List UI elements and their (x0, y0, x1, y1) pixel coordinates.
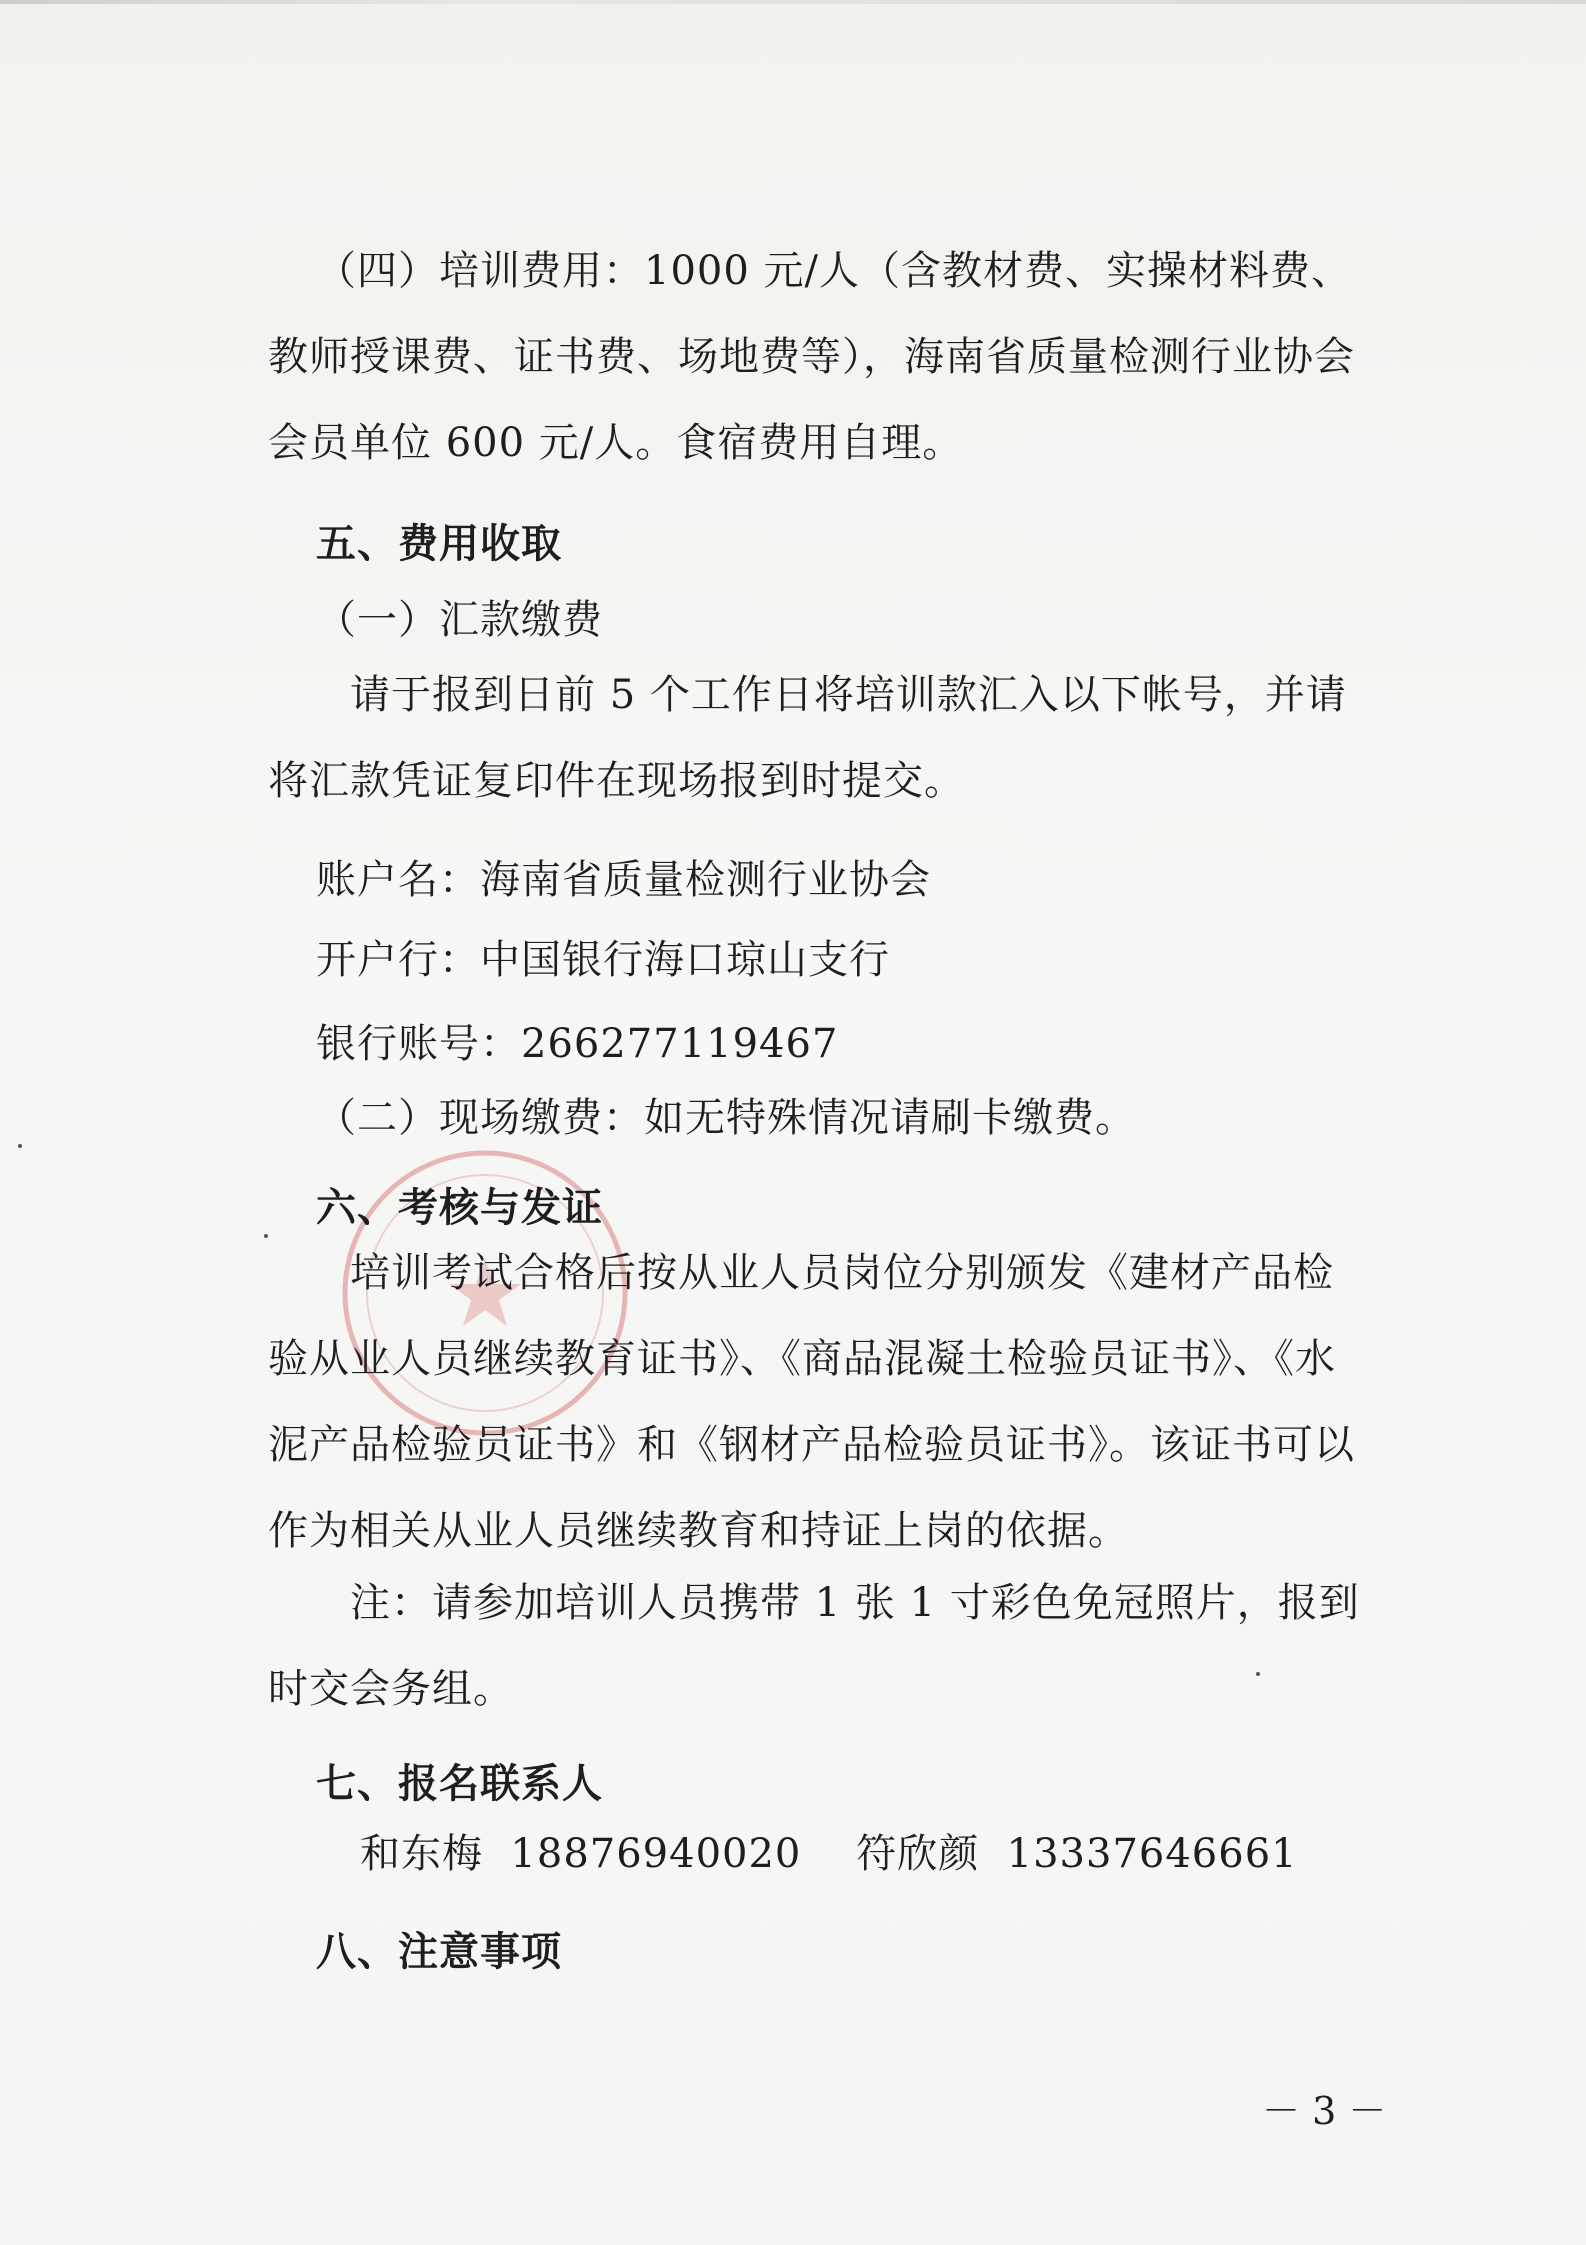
section-heading-8: 八、注意事项 (316, 1929, 562, 1975)
scan-top-edge (0, 0, 1586, 4)
bank-name: 开户行：中国银行海口琼山支行 (316, 937, 890, 983)
certificate-paragraph: 培训考试合格后按从业人员岗位分别颁发《建材产品检验从业人员继续教育证书》、《商品混凝土检验员证书》、《水泥产品检验员证书》和《钢材产品检验员证书》。该证书可以作为相关从业人员继续教育和持证上岗的依据。 (268, 1250, 1355, 1554)
scan-speck (1256, 1672, 1260, 1676)
section-heading-7: 七、报名联系人 (316, 1761, 603, 1807)
scan-speck (264, 1234, 268, 1238)
remittance-paragraph: 请于报到日前 5 个工作日将培训款汇入以下帐号，并请将汇款凭证复印件在现场报到时提交。 (268, 672, 1347, 804)
section-heading-5: 五、费用收取 (316, 521, 562, 567)
section-heading-6: 六、考核与发证 (316, 1185, 603, 1231)
scan-speck (18, 1144, 22, 1148)
onsite-payment: （二）现场缴费：如无特殊情况请刷卡缴费。 (316, 1095, 1136, 1141)
remittance-subtitle: （一）汇款缴费 (316, 597, 603, 643)
photo-note: 注：请参加培训人员携带 1 张 1 寸彩色免冠照片，报到时交会务组。 (268, 1580, 1360, 1712)
account-number: 银行账号：266277119467 (316, 1021, 839, 1067)
page-number: － 3 － (1262, 2089, 1387, 2133)
account-name: 账户名：海南省质量检测行业协会 (316, 857, 931, 903)
contact-list: 和东梅 18876940020 符欣颜 13337646661 (360, 1831, 1298, 1877)
fee-paragraph: （四）培训费用：1000 元/人（含教材费、实操材料费、教师授课费、证书费、场地费等），海南省质量检测行业协会会员单位 600 元/人。食宿费用自理。 (268, 248, 1355, 466)
